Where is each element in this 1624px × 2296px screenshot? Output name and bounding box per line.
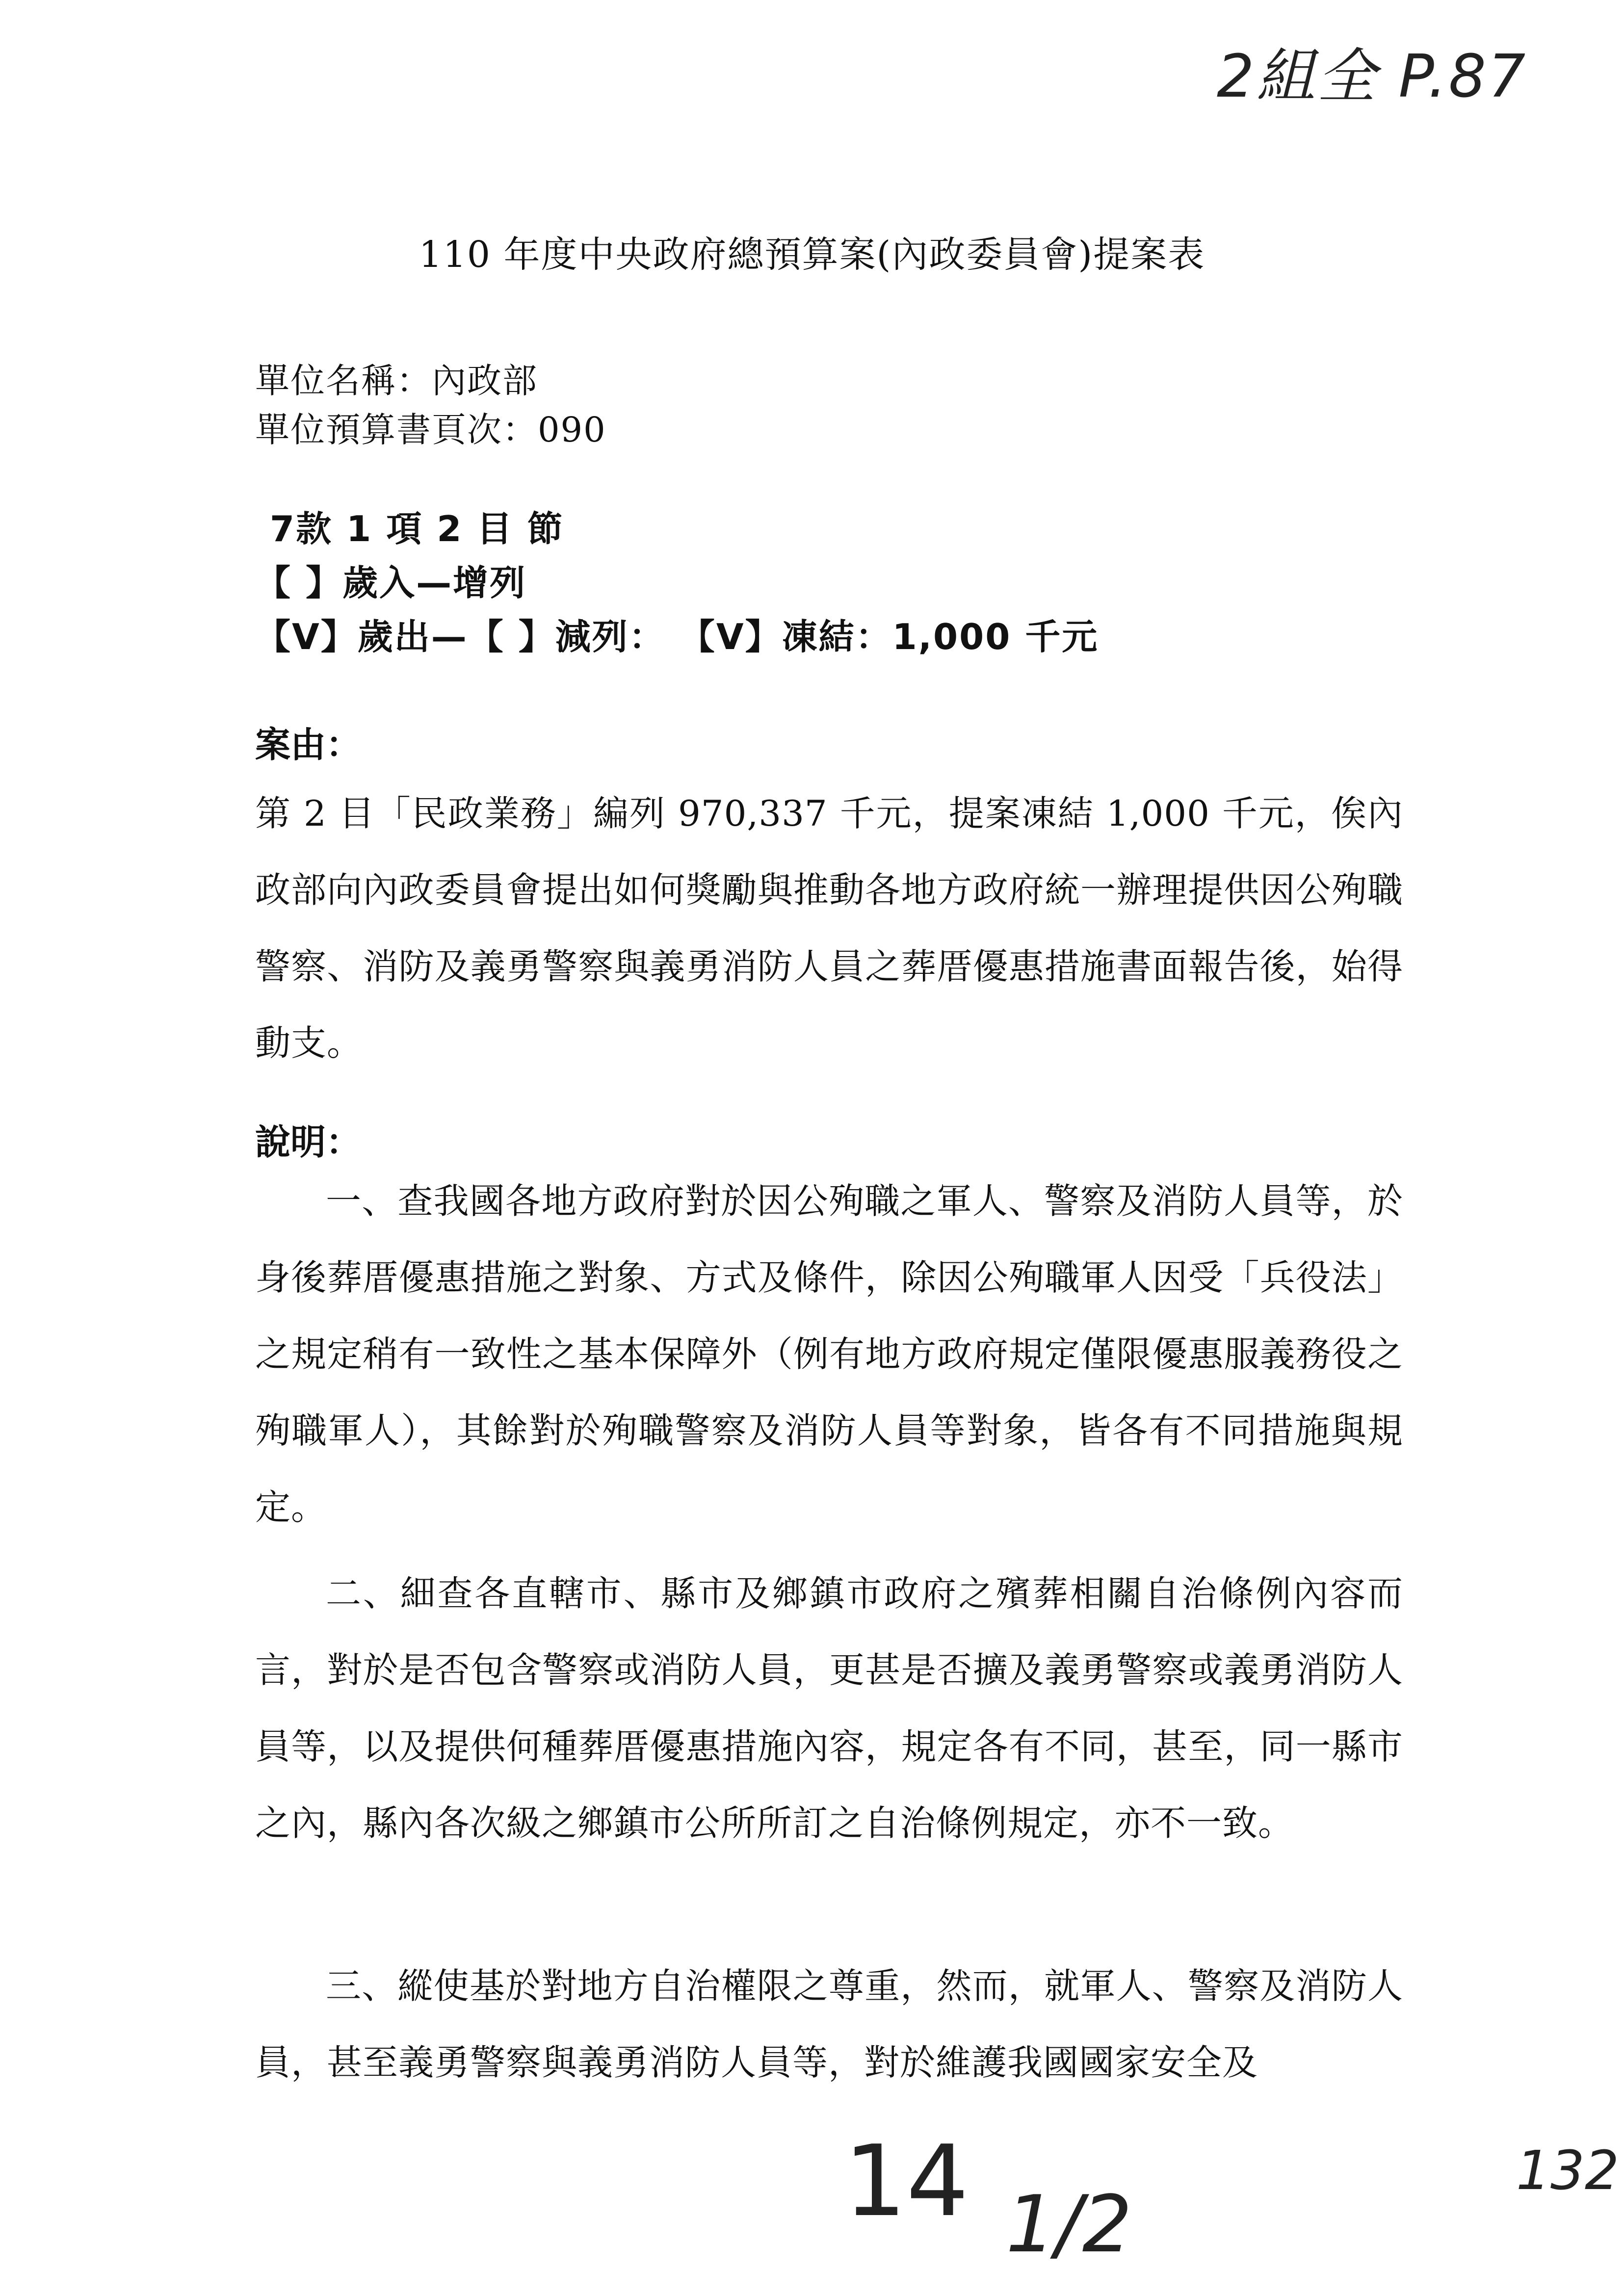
document-title: 110 年度中央政府總預算案(內政委員會)提案表 (419, 234, 1205, 276)
handwritten-page-number: 14 (844, 2124, 969, 2239)
revenue-line: 【 】歲入—增列 (255, 562, 527, 603)
case-heading: 案由： (255, 724, 362, 765)
explanation-paragraph-1: 一、查我國各地方政府對於因公殉職之軍人、警察及消防人員等，於身後葬厝優惠措施之對象、方式及條件，除因公殉職軍人因受「兵役法」之規定稍有一致性之基本保障外（例有地方政府規定僅限優惠服義務役之殉職軍人），其餘對於殉職警察及消防人員等對象，皆各有不同措施與規定。 (255, 1180, 1403, 1528)
explanation-paragraph-3: 三、縱使基於對地方自治權限之尊重，然而，就軍人、警察及消防人員，甚至義勇警察與義勇消防人員等，對於維護我國國家安全及 (255, 1965, 1403, 2083)
case-text: 第 2 目「民政業務」編列 970,337 千元，提案凍結 1,000 千元，俟內政部向內政委員會提出如何獎勵與推動各地方政府統一辦理提供因公殉職警察、消防及義勇警察與義勇消防人員之葬厝優惠措施書面報告後，始得動支。 (255, 793, 1403, 1064)
explanation-paragraph-2: 二、細查各直轄市、縣市及鄉鎮市政府之殯葬相關自治條例內容而言，對於是否包含警察或消防人員，更甚是否擴及義勇警察或義勇消防人員等，以及提供何種葬厝優惠措施內容，規定各有不同，甚至，同一縣市之內，縣內各次級之鄉鎮市公所所訂之自治條例規定，亦不一致。 (255, 1573, 1403, 1844)
budget-item-line: 7款 1 項 2 目 節 (270, 508, 564, 549)
unit-name: 單位名稱：內政部 (255, 361, 538, 401)
handwritten-corner-number: 132 (1516, 2139, 1619, 2202)
handwritten-fraction: 1/2 (1006, 2178, 1132, 2270)
unit-budget-page: 單位預算書頁次：090 (255, 410, 606, 450)
handwritten-note-top: 2組全 P.87 (1217, 43, 1528, 111)
explanation-heading: 說明： (255, 1122, 362, 1163)
expenditure-line: 【V】歲出—【 】減列： 【V】凍結：1,000 千元 (255, 616, 1099, 657)
